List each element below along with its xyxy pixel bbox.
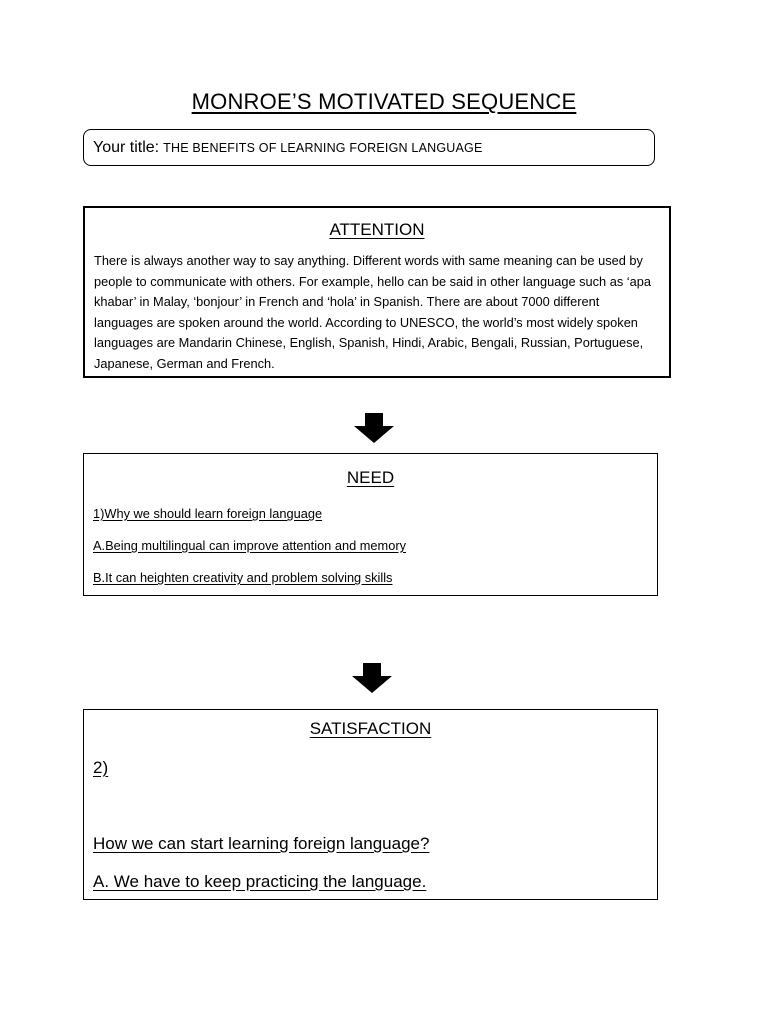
satisfaction-heading: SATISFACTION — [309, 719, 432, 738]
down-arrow-icon — [351, 663, 393, 693]
attention-heading: ATTENTION — [329, 220, 425, 239]
need-item: 1)Why we should learn foreign language — [93, 506, 323, 521]
document-title: MONROE’S MOTIVATED SEQUENCE — [191, 89, 577, 114]
title-value: THE BENEFITS OF LEARNING FOREIGN LANGUAGE — [163, 140, 483, 155]
satisfaction-item: How we can start learning foreign language? — [93, 834, 430, 853]
satisfaction-item: A. We have to keep practicing the language. — [93, 872, 427, 891]
need-heading: NEED — [346, 468, 395, 487]
attention-body: There is always another way to say anything. Different words with same meaning can be used by people to communicate with others. For example, hello can be said in other language such as ‘apa khabar’ in Malay, ‘bonjour’ in French and ‘hola’ in Spanish. There are about 7000 different languages are spoken around the world. According to UNESCO, the world’s most widely spoken languages are Mandarin Chinese, English, Spanish, Hindi, Arabic, Bengali, Russian, Portuguese, Japanese, German and French. — [94, 253, 651, 371]
attention-section — [83, 206, 671, 378]
down-arrow-icon — [353, 413, 395, 443]
need-item: A.Being multilingual can improve attention and memory — [93, 538, 406, 553]
satisfaction-section — [83, 709, 658, 900]
need-section — [83, 453, 658, 596]
title-box — [83, 129, 655, 166]
satisfaction-item: 2) — [93, 758, 109, 777]
title-label: Your title: — [93, 138, 160, 156]
need-item: B.It can heighten creativity and problem solving skills — [93, 570, 393, 585]
